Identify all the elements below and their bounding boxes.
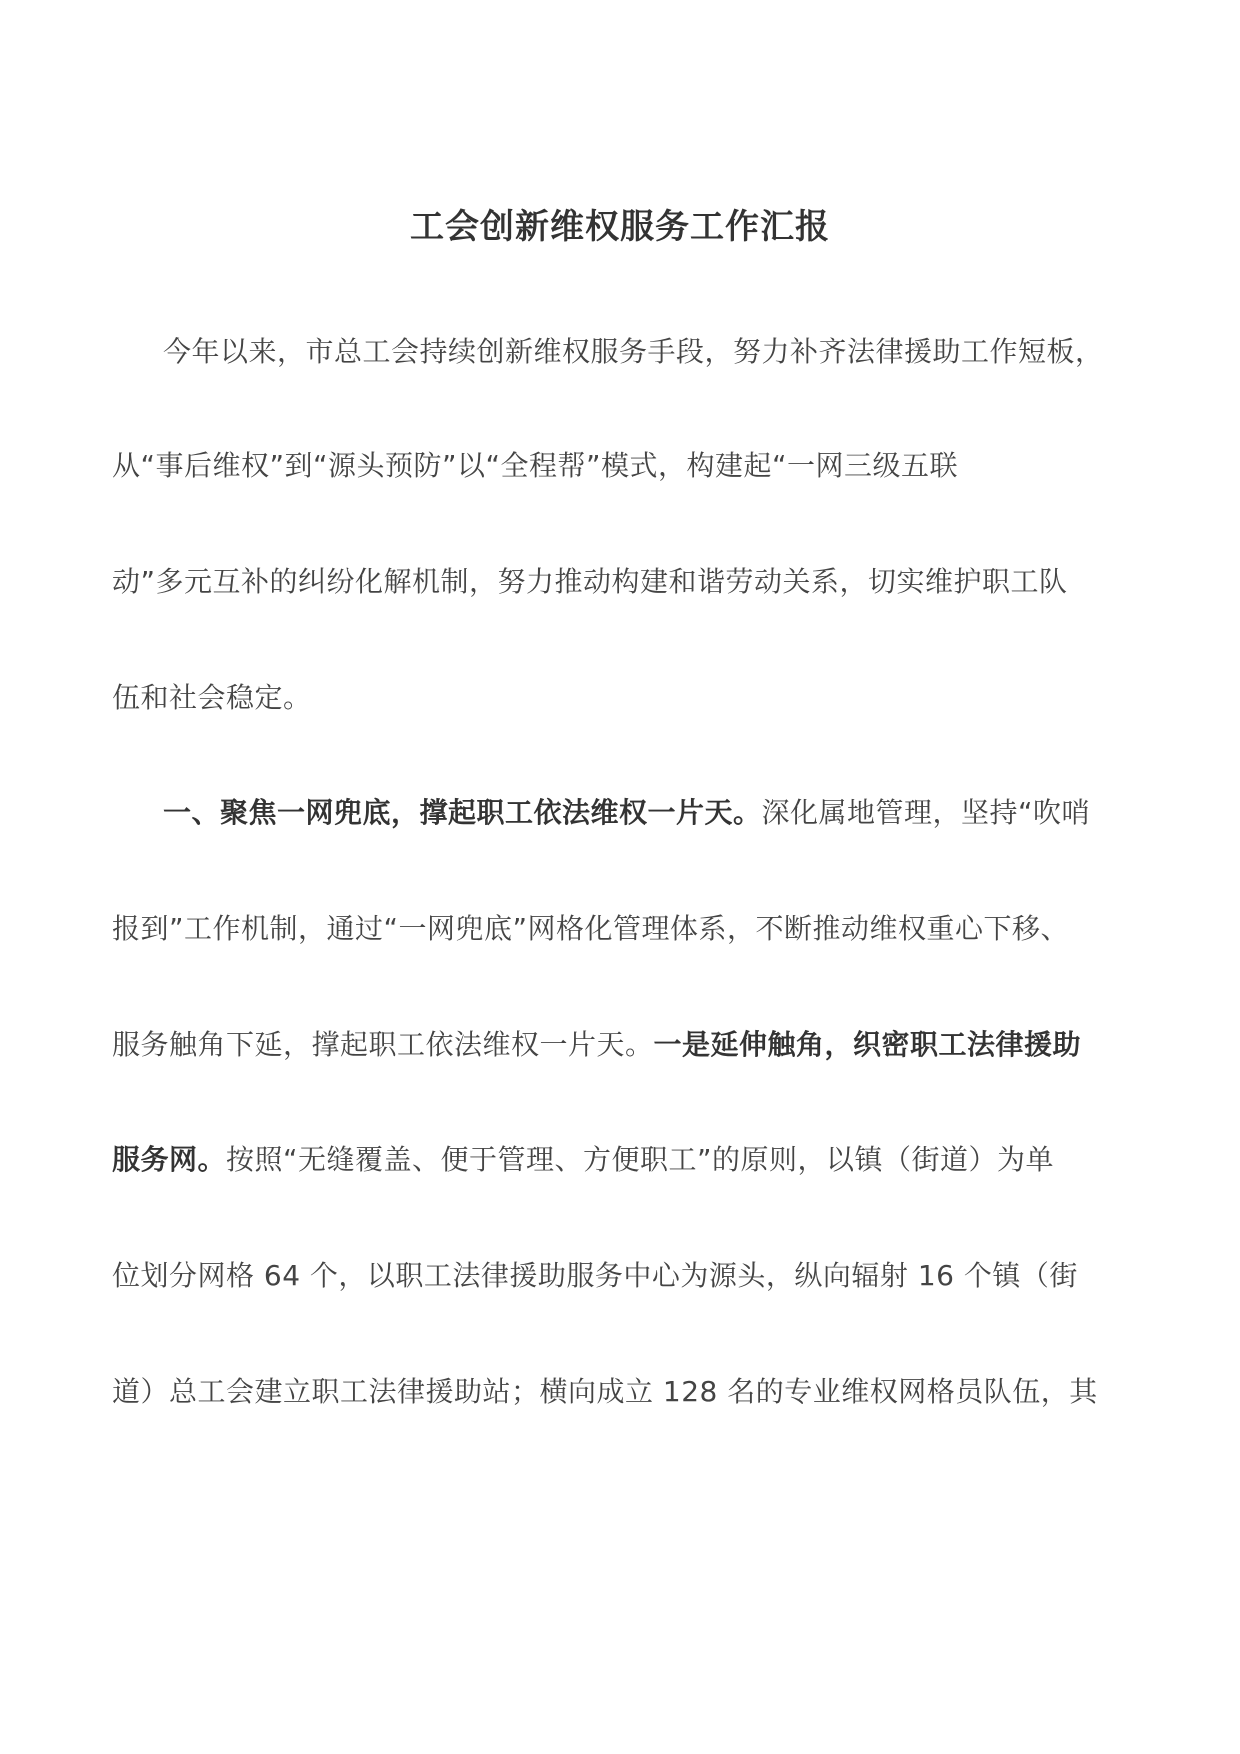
section-heading-line xyxy=(163,788,1143,838)
text-run: 服务触角下延，撑起职工依法维权一片天。 xyxy=(112,1028,654,1061)
text-run: 按照“无缝覆盖、便于管理、方便职工”的原则，以镇（街道）为单 xyxy=(226,1143,1055,1176)
paragraph-line xyxy=(112,441,1142,491)
text-run: 报到”工作机制，通过“一网兜底”网格化管理体系，不断推动维权重心下移、 xyxy=(112,912,1070,945)
subheading: 一是延伸触角，织密职工法律援助 xyxy=(653,1028,1082,1061)
text-run: 位划分网格 64 个，以职工法律援助服务中心为源头，纵向辐射 16 个镇（街 xyxy=(112,1259,1078,1292)
document-title: 工会创新维权服务工作汇报 xyxy=(410,207,830,247)
text-run: 从“事后维权”到“源头预防”以“全程帮”模式，构建起“一网三级五联 xyxy=(112,449,959,482)
text-run: 今年以来，市总工会持续创新维权服务手段，努力补齐法律援助工作短板， xyxy=(163,335,1104,368)
paragraph-line xyxy=(112,1020,1142,1070)
text-run: 道）总工会建立职工法律援助站；横向成立 128 名的专业维权网格员队伍，其 xyxy=(112,1375,1098,1408)
text-run: 深化属地管理，坚持“吹哨 xyxy=(761,796,1091,829)
paragraph-line xyxy=(112,1135,1142,1185)
paragraph-line xyxy=(112,673,1142,723)
section-heading: 一、聚焦一网兜底，撑起职工依法维权一片天。 xyxy=(163,796,762,829)
paragraph-line xyxy=(112,1367,1142,1417)
text-run: 动”多元互补的纠纷化解机制，努力推动构建和谐劳动关系，切实维护职工队 xyxy=(112,565,1068,598)
paragraph-line xyxy=(112,904,1142,954)
paragraph-line xyxy=(163,327,1143,377)
subheading: 服务网。 xyxy=(112,1143,227,1176)
text-run: 伍和社会稳定。 xyxy=(112,681,312,714)
paragraph-line xyxy=(112,1251,1142,1301)
paragraph-line xyxy=(112,557,1142,607)
